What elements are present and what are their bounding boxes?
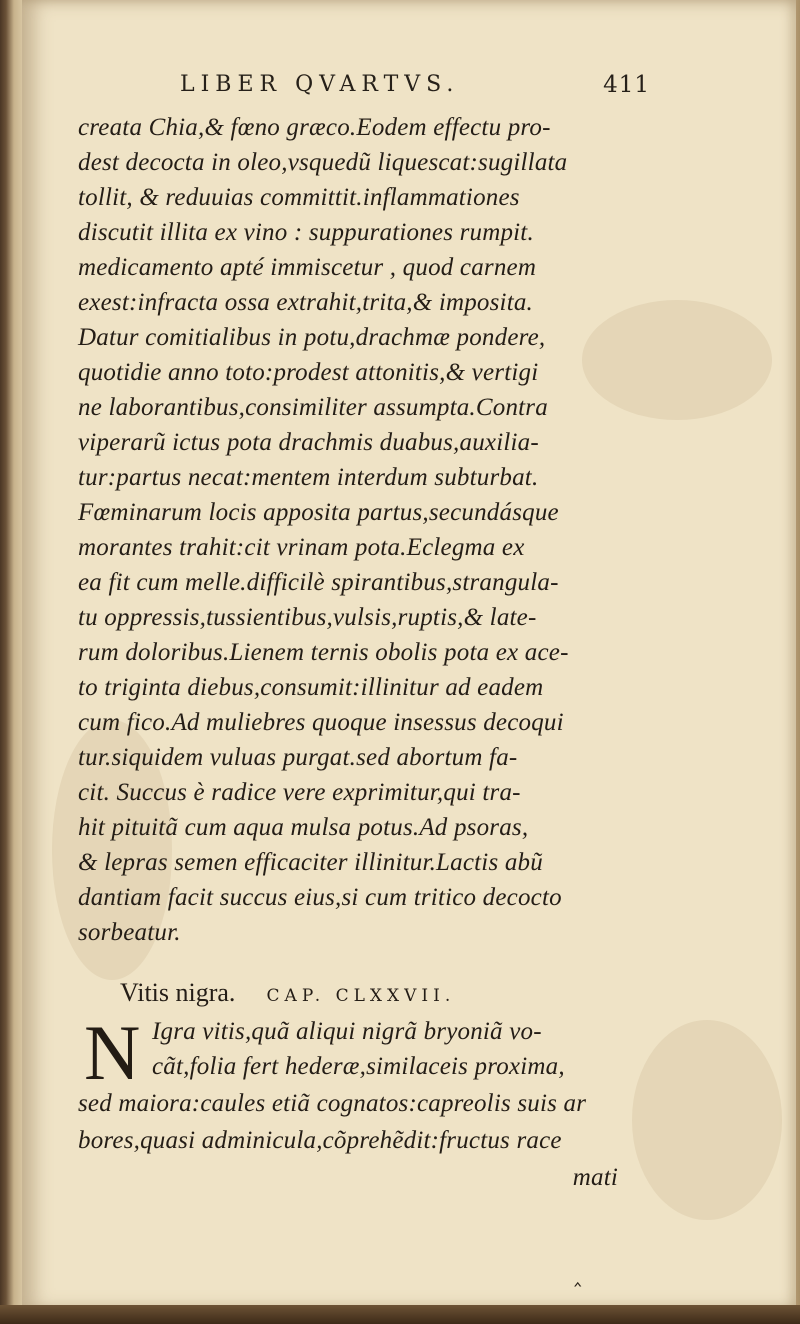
text-line: Datur comitialibus in potu,drachmæ pondere, [78,324,546,351]
text-line: viperarũ ictus pota drachmis duabus,auxilia- [78,429,539,456]
catchword: mati [572,1164,618,1191]
text-line: cum fico.Ad muliebres quoque insessus decoqui [78,709,564,736]
text-line: ea fit cum melle.difficilè spirantibus,strangula- [78,569,559,596]
text-line: tollit, & reduuias committit.inflammationes [78,184,520,211]
text-line: hit pituitã cum aqua mulsa potus.Ad psoras, [78,814,529,841]
text-line: quotidie anno toto:prodest attonitis,& vertigi [78,359,539,386]
text-line: & lepras semen efficaciter illinitur.Lactis abũ [78,849,543,876]
page-number: 411 [603,72,650,98]
text-line: exest:infracta ossa extrahit,trita,& imposita. [78,289,534,316]
text-line: sorbeatur. [78,919,181,946]
text-line: dest decocta in oleo,vsquedũ liquescat:sugillata [78,149,568,176]
text-line: creata Chia,& fœno græco.Eodem effectu pro- [78,114,551,141]
drop-cap-initial: N [84,1009,141,1096]
running-head [180,72,650,102]
paper-stain [632,1020,782,1220]
running-title: LIBER QVARTVS. [180,72,460,97]
text-line: morantes trahit:cit vrinam pota.Eclegma ex [78,534,525,561]
text-line: rum doloribus.Lienem ternis obolis pota ex ace- [78,639,569,666]
text-line: cit. Succus è radice vere exprimitur,qui tra- [78,779,521,806]
text-line: tur:partus necat:mentem interdum subturbat. [78,464,539,491]
ink-mark: ‸ [574,1262,582,1287]
text-line: medicamento apté immiscetur , quod carnem [78,254,537,281]
text-line: bores,quasi adminicula,cõprehẽdit:fructus race [78,1127,562,1154]
text-line: Igra vitis,quã aliqui nigrã bryoniã vo- [152,1018,542,1045]
text-line: to triginta diebus,consumit:illinitur ad eadem [78,674,544,701]
page-edge [0,1305,800,1324]
text-line: dantiam facit succus eius,si cum tritico decocto [78,884,562,911]
text-line: ne laborantibus,consimiliter assumpta.Contra [78,394,548,421]
text-line: sed maiora:caules etiã cognatos:capreolis suis ar [78,1090,587,1117]
text-line: tur.siquidem vuluas purgat.sed abortum fa- [78,744,518,771]
paper-stain [582,300,772,420]
chapter-title: Vitis nigra. [120,978,236,1007]
chapter-number: CAP. CLXXVII. [266,986,456,1006]
text-line: cãt,folia fert hederæ,similaceis proxima, [152,1053,565,1080]
text-line: tu oppressis,tussientibus,vulsis,ruptis,& late- [78,604,537,631]
text-line: discutit illita ex vino : suppurationes rumpit. [78,219,534,246]
text-line: Fœminarum locis apposita partus,secundásque [78,499,559,526]
chapter-heading [120,978,455,1008]
